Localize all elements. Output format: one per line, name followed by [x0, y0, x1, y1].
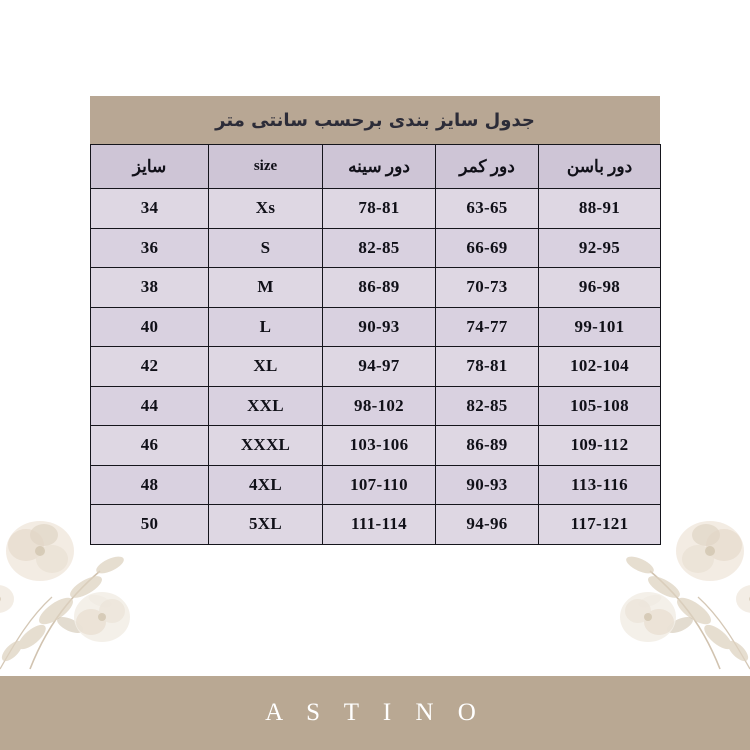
- table-row: [91, 347, 661, 387]
- column-header-size-latin: size: [209, 145, 323, 189]
- cell-waist: 66-69: [436, 228, 539, 268]
- table-body: [91, 189, 661, 545]
- cell-bust: 86-89: [323, 268, 436, 308]
- cell-size-latin: L: [209, 307, 323, 347]
- column-header-waist: دور کمر: [436, 145, 539, 189]
- cell-waist: 86-89: [436, 426, 539, 466]
- cell-size-latin: 5XL: [209, 505, 323, 545]
- cell-size-latin: XXXL: [209, 426, 323, 466]
- cell-waist: 78-81: [436, 347, 539, 387]
- cell-hip: 109-112: [539, 426, 661, 466]
- cell-size-number: 34: [91, 189, 209, 229]
- cell-size-number: 36: [91, 228, 209, 268]
- table-row: [91, 307, 661, 347]
- cell-size-number: 38: [91, 268, 209, 308]
- cell-bust: 103-106: [323, 426, 436, 466]
- cell-hip: 113-116: [539, 465, 661, 505]
- table-row: [91, 228, 661, 268]
- table-row: [91, 505, 661, 545]
- cell-hip: 102-104: [539, 347, 661, 387]
- cell-size-number: 50: [91, 505, 209, 545]
- cell-size-latin: XXL: [209, 386, 323, 426]
- column-header-hip: دور باسن: [539, 145, 661, 189]
- cell-bust: 82-85: [323, 228, 436, 268]
- cell-waist: 70-73: [436, 268, 539, 308]
- cell-waist: 82-85: [436, 386, 539, 426]
- cell-size-number: 42: [91, 347, 209, 387]
- cell-size-latin: M: [209, 268, 323, 308]
- cell-hip: 88-91: [539, 189, 661, 229]
- size-chart: [90, 96, 660, 545]
- page-title: جدول سایز بندی برحسب سانتی متر: [90, 96, 660, 144]
- table-row: [91, 189, 661, 229]
- table-row: [91, 268, 661, 308]
- table-header-row: [91, 145, 661, 189]
- cell-waist: 74-77: [436, 307, 539, 347]
- cell-hip: 96-98: [539, 268, 661, 308]
- cell-bust: 111-114: [323, 505, 436, 545]
- column-header-size-fa: سایز: [91, 145, 209, 189]
- cell-waist: 94-96: [436, 505, 539, 545]
- cell-waist: 90-93: [436, 465, 539, 505]
- cell-hip: 92-95: [539, 228, 661, 268]
- cell-size-latin: S: [209, 228, 323, 268]
- column-header-bust: دور سینه: [323, 145, 436, 189]
- brand-name: A S T I N O: [265, 699, 485, 726]
- cell-hip: 99-101: [539, 307, 661, 347]
- cell-bust: 107-110: [323, 465, 436, 505]
- table-row: [91, 465, 661, 505]
- cell-waist: 63-65: [436, 189, 539, 229]
- cell-size-number: 40: [91, 307, 209, 347]
- cell-bust: 90-93: [323, 307, 436, 347]
- table-row: [91, 426, 661, 466]
- size-table: [90, 144, 661, 545]
- cell-bust: 98-102: [323, 386, 436, 426]
- cell-size-latin: XL: [209, 347, 323, 387]
- cell-size-number: 46: [91, 426, 209, 466]
- cell-size-number: 44: [91, 386, 209, 426]
- cell-hip: 105-108: [539, 386, 661, 426]
- cell-size-number: 48: [91, 465, 209, 505]
- table-row: [91, 386, 661, 426]
- cell-bust: 78-81: [323, 189, 436, 229]
- cell-bust: 94-97: [323, 347, 436, 387]
- cell-size-latin: 4XL: [209, 465, 323, 505]
- cell-hip: 117-121: [539, 505, 661, 545]
- cell-size-latin: Xs: [209, 189, 323, 229]
